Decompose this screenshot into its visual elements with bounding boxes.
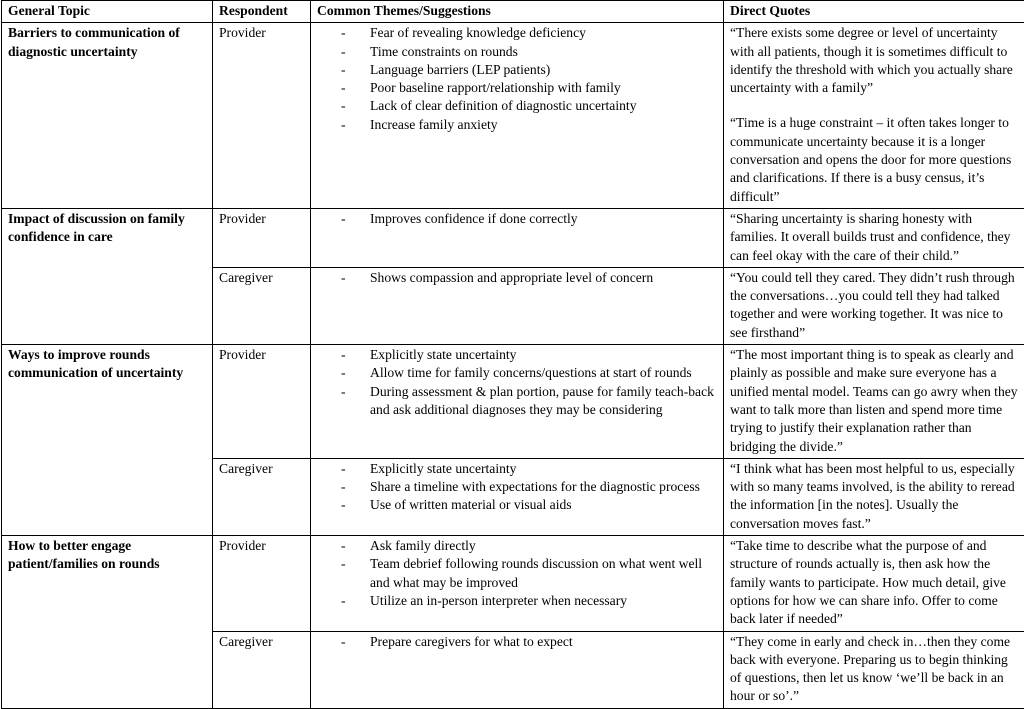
quotes-cell <box>724 23 1024 209</box>
themes-list <box>317 24 717 134</box>
quotes-cell <box>724 208 1024 267</box>
header-general-topic: General Topic <box>2 1 213 23</box>
header-respondent: Respondent <box>213 1 311 23</box>
table-row <box>2 23 1024 209</box>
quote-text: “Sharing uncertainty is sharing honesty with families. It overall builds trust and confidence, they can feel okay with the care of their child.” <box>730 210 1018 265</box>
quotes-cell <box>724 536 1024 631</box>
theme-item: - Allow time for family concerns/questions at start of rounds <box>341 364 717 382</box>
quote-text: “I think what has been most helpful to us, especially with so many teams involved, is the ability to reread the information [in the notes]. Usually the conversation moves fast.” <box>730 460 1018 533</box>
theme-item: - Increase family anxiety <box>341 116 717 134</box>
themes-cell <box>311 458 724 535</box>
quote-text: “Time is a huge constraint – it often takes longer to communicate uncertainty because it is a longer conversation and opens the door for more questions and clarifications. If there is a busy census, it’s difficult” <box>730 114 1018 205</box>
themes-list <box>317 210 717 228</box>
respondent-cell: Caregiver <box>213 267 311 344</box>
quotes-cell <box>724 345 1024 459</box>
topic-cell: Ways to improve rounds communication of uncertainty <box>2 345 213 536</box>
respondent-cell: Provider <box>213 536 311 631</box>
quotes-cell <box>724 631 1024 708</box>
quote-text: “You could tell they cared. They didn’t rush through the conversations…you could tell they had talked together and were working together. It was nice to see firsthand” <box>730 269 1018 342</box>
respondent-cell: Caregiver <box>213 458 311 535</box>
table-row <box>2 208 1024 267</box>
header-row <box>2 1 1024 23</box>
themes-list <box>317 537 717 610</box>
topic-cell: Impact of discussion on family confidence in care <box>2 208 213 344</box>
respondent-cell: Provider <box>213 23 311 209</box>
theme-item: - During assessment & plan portion, pause for family teach-back and ask additional diagnoses they may be considering <box>341 383 717 420</box>
theme-item: - Improves confidence if done correctly <box>341 210 717 228</box>
themes-list <box>317 269 717 287</box>
theme-item: - Shows compassion and appropriate level of concern <box>341 269 717 287</box>
theme-item: - Lack of clear definition of diagnostic uncertainty <box>341 97 717 115</box>
theme-item: - Language barriers (LEP patients) <box>341 61 717 79</box>
header-common-themes: Common Themes/Suggestions <box>311 1 724 23</box>
table-row <box>2 536 1024 631</box>
theme-item: - Poor baseline rapport/relationship with family <box>341 79 717 97</box>
theme-item: - Explicitly state uncertainty <box>341 346 717 364</box>
quotes-cell <box>724 267 1024 344</box>
theme-item: - Prepare caregivers for what to expect <box>341 633 717 651</box>
themes-list <box>317 633 717 651</box>
table-row <box>2 345 1024 459</box>
themes-table <box>1 0 1024 709</box>
theme-item: - Explicitly state uncertainty <box>341 460 717 478</box>
quote-text: “The most important thing is to speak as clearly and plainly as possible and make sure everyone has a unified mental model. Teams can go awry when they want to talk more than listen and spend more time trying to justify their explanation rather than bridging the divide.” <box>730 346 1018 456</box>
quote-text: “There exists some degree or level of uncertainty with all patients, though it is sometimes difficult to identify the threshold with which you actually share uncertainty with a family” <box>730 24 1018 97</box>
quote-text: “Take time to describe what the purpose of and structure of rounds actually is, then ask how the family wants to participate. How much detail, give options for how we can share info. Offer to come back later if needed” <box>730 537 1018 628</box>
themes-list <box>317 346 717 419</box>
topic-cell: How to better engage patient/families on rounds <box>2 536 213 709</box>
themes-cell <box>311 267 724 344</box>
themes-list <box>317 460 717 515</box>
theme-item: - Ask family directly <box>341 537 717 555</box>
respondent-cell: Provider <box>213 345 311 459</box>
themes-cell <box>311 631 724 708</box>
theme-item: - Share a timeline with expectations for the diagnostic process <box>341 478 717 496</box>
themes-cell <box>311 345 724 459</box>
theme-item: - Fear of revealing knowledge deficiency <box>341 24 717 42</box>
header-direct-quotes: Direct Quotes <box>724 1 1024 23</box>
quotes-cell <box>724 458 1024 535</box>
themes-cell <box>311 536 724 631</box>
topic-cell: Barriers to communication of diagnostic uncertainty <box>2 23 213 209</box>
themes-cell <box>311 208 724 267</box>
quote-text: “They come in early and check in…then they come back with everyone. Preparing us to begin thinking of questions, then let us know ‘we’ll be back in an hour or so’.” <box>730 633 1018 706</box>
theme-item: - Time constraints on rounds <box>341 43 717 61</box>
themes-cell <box>311 23 724 209</box>
respondent-cell: Provider <box>213 208 311 267</box>
theme-item: - Use of written material or visual aids <box>341 496 717 514</box>
theme-item: - Utilize an in-person interpreter when necessary <box>341 592 717 610</box>
theme-item: - Team debrief following rounds discussion on what went well and what may be improved <box>341 555 717 592</box>
respondent-cell: Caregiver <box>213 631 311 708</box>
